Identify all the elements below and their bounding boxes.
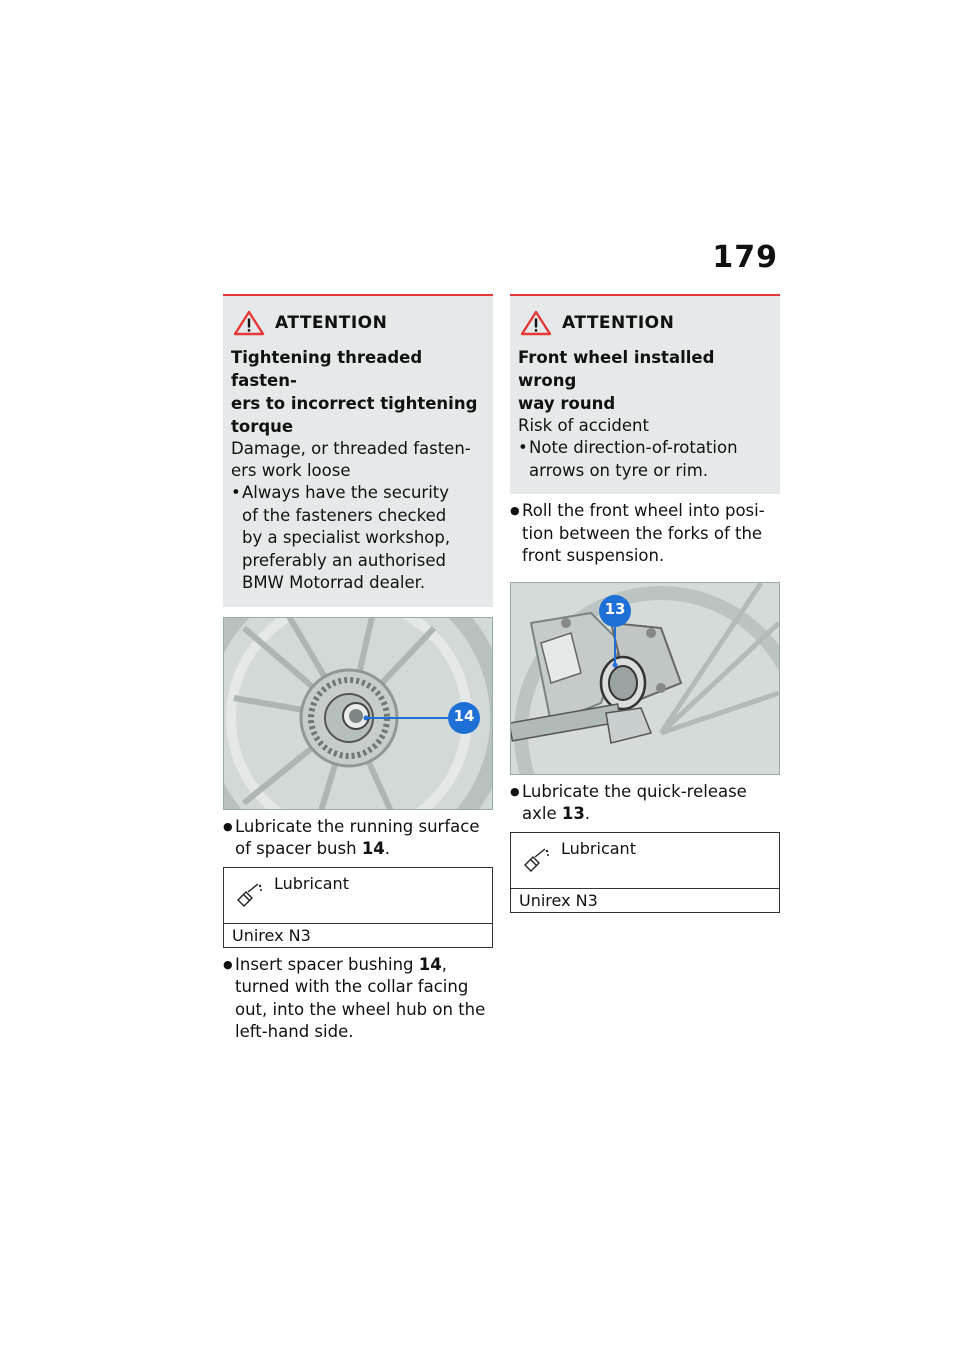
photo-quick-release-axle	[510, 582, 780, 775]
warning-bullet	[518, 437, 772, 482]
step-line: ● Lubricate the running surface	[235, 816, 480, 836]
step-line	[522, 803, 780, 826]
warning-triangle-icon	[233, 310, 265, 336]
warning-text-line: Risk of accident	[518, 416, 649, 435]
step-insert-spacer	[223, 954, 493, 1044]
step-line: tion between the forks of the	[522, 523, 763, 543]
step-lubricate-axle	[510, 781, 780, 826]
callout-14: 14	[453, 706, 475, 725]
photo-spacer-bush	[223, 617, 493, 810]
left-column	[223, 294, 493, 1044]
warning-triangle-icon	[520, 310, 552, 336]
step-line	[235, 838, 493, 861]
step-line: left-hand side.	[235, 1022, 354, 1041]
page-number: 179	[712, 240, 778, 275]
warning-text-line: Damage, or threaded fasten-	[231, 439, 471, 458]
warning-header	[518, 310, 772, 336]
warning-heading-line: torque	[231, 417, 294, 436]
step-end: .	[584, 804, 591, 823]
step-line: ● Lubricate the quick-release	[522, 781, 747, 801]
step-text: axle	[522, 804, 562, 823]
warning-heading	[231, 346, 485, 438]
warning-bullet-line: BMW Motorrad dealer.	[242, 573, 426, 592]
fork-axle-illustration	[511, 583, 779, 774]
lubricant-value: Unirex N3	[519, 890, 598, 910]
warning-header	[231, 310, 485, 336]
warning-heading	[518, 346, 772, 415]
step-text: Insert spacer bushing	[235, 954, 419, 974]
step-line: turned with the collar facing	[235, 977, 469, 996]
step-roll-wheel	[510, 500, 780, 568]
step-end: ,	[441, 954, 447, 974]
lubricant-table	[223, 867, 493, 948]
step-line	[235, 954, 493, 977]
lubricant-value: Unirex N3	[232, 925, 311, 945]
warning-box-fasteners	[223, 294, 493, 607]
lubricant-label: Lubricant	[274, 873, 349, 893]
part-ref: 14	[361, 839, 385, 858]
lubricant-header	[224, 868, 492, 924]
oil-can-icon	[521, 847, 551, 873]
warning-text-line: ers work loose	[231, 461, 351, 480]
step-line: front suspension.	[522, 546, 665, 565]
warning-box-wheel-direction	[510, 294, 780, 494]
warning-text	[231, 438, 485, 482]
step-line: ● Roll the front wheel into posi-	[522, 501, 765, 520]
warning-bullet	[231, 482, 485, 595]
warning-heading-line: Tightening threaded fasten-	[231, 348, 423, 390]
warning-bullet-line: preferably an authorised	[242, 550, 446, 570]
lubricant-header	[511, 833, 779, 889]
warning-bullet-line: of the fasteners checked	[242, 505, 447, 525]
part-ref: 14	[418, 954, 442, 974]
step-end: .	[384, 839, 391, 858]
lubricant-label: Lubricant	[561, 838, 636, 858]
warning-bullet-line: • Always have the security	[242, 483, 450, 502]
part-ref: 13	[561, 804, 585, 823]
warning-heading-line: way round	[518, 394, 616, 413]
warning-title: ATTENTION	[275, 313, 388, 333]
oil-can-icon	[234, 882, 264, 908]
callout-13: 13	[604, 599, 626, 618]
right-column	[510, 294, 780, 913]
warning-heading-line: Front wheel installed wrong	[518, 348, 715, 390]
step-lubricate-spacer	[223, 816, 493, 861]
warning-bullet-line: • Note direction-of-rotation	[529, 438, 738, 457]
warning-heading-line: ers to incorrect tightening	[231, 394, 478, 413]
step-line: out, into the wheel hub on the	[235, 999, 486, 1019]
warning-title: ATTENTION	[562, 313, 675, 333]
warning-text	[518, 415, 772, 437]
step-text: of spacer bush	[235, 839, 362, 858]
lubricant-table	[510, 832, 780, 913]
warning-bullet-line: arrows on tyre or rim.	[529, 460, 709, 480]
warning-bullet-line: by a specialist workshop,	[242, 528, 451, 547]
